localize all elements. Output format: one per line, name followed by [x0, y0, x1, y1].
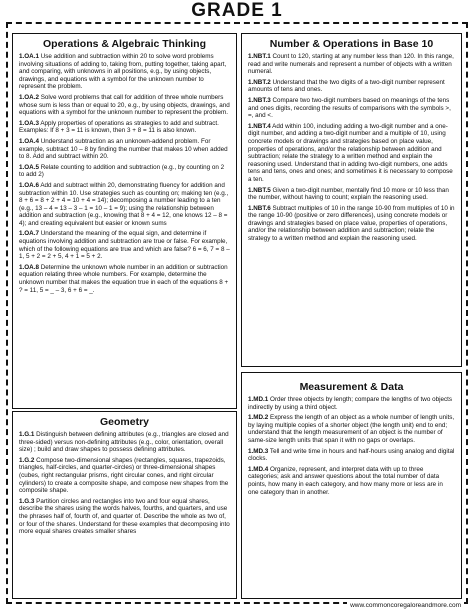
standard-item [248, 396, 455, 411]
standard-text: Apply properties of operations as strategies to add and subtract. Examples: If 8 + 3 = 11 is known, then 3 + 8 = 11 is also known. [19, 119, 219, 135]
standard-text: Understand that the two digits of a two-digit number represent amounts of tens and ones. [248, 78, 445, 94]
nbt-list [242, 53, 461, 243]
md-section [241, 372, 462, 599]
standard-item [248, 187, 455, 202]
standard-item [19, 120, 230, 135]
standard-text: Add and subtract within 20, demonstrating fluency for addition and subtraction within 10. Use strategies such as counting on; making ten (e.g., 8 + 6 = 8 + 2 + 4 = 10 + 4 = 14); decomposing a number leading to a ten (e.g., 13 – 4 = 13 – 3 – 1 = 10 – 1 = 9); using the relationship between addition and subtraction (e.g., knowing that 8 + 4 = 12, one knows 12 – 8 = 4); and creating equivalent but easier or known sums [19, 181, 229, 227]
standard-code: 1.OA.7 [19, 230, 39, 238]
standard-text: Use addition and subtraction within 20 to solve word problems involving situations of adding to, taking from, putting together, taking apart, and comparing, with unknowns in all positions, e.g., by using objects, drawings, and equations with a symbol for the unknown number to represent the problem. [19, 53, 227, 91]
standard-item [248, 205, 455, 243]
standard-item [19, 138, 230, 161]
page-title [0, 0, 474, 22]
standard-code: 1.OA.5 [19, 163, 39, 171]
standard-item [19, 182, 230, 228]
nbt-section [241, 33, 462, 367]
standard-text: Tell and write time in hours and half-hours using analog and digital clocks. [248, 447, 455, 463]
standard-code: 1.G.3 [19, 497, 35, 505]
standard-item [19, 53, 230, 91]
standard-item [19, 230, 230, 260]
standard-code: 1.MD.1 [248, 396, 269, 403]
standard-item [19, 431, 230, 454]
standard-text: Compose two-dimensional shapes (rectangles, squares, trapezoids, triangles, half-circles, and quarter-circles) or three-dimensional shapes (cubes, right rectangular prisms, right circular cones, and right circular cylinders) to create a composite shape, and compose new shapes from the composite shape. [19, 456, 229, 495]
standard-text: Add within 100, including adding a two-digit number and a one-digit number, and adding a two-digit number and a multiple of 10, using concrete models or drawings and strategies based on place value, properties of operations, and/or the relationship between addition and subtraction; relate the strategy to a written method and explain the reasoning used. Understand that in adding two-digit numbers, one adds tens and tens, ones and ones; and sometimes it is necessary to compose a ten. [248, 122, 453, 183]
standard-item [248, 414, 455, 444]
geometry-list [13, 431, 236, 536]
standard-code: 1.MD.2 [248, 414, 269, 422]
footer-url: www.commoncoregaloreandmore.com [347, 602, 464, 609]
standard-text: Partition circles and rectangles into two and four equal shares, describe the shares using the words halves, fourths, and quarters, and use the phrases half of, fourth of, and quarter of. Describe the whole as two of, or four of the shares. Understand for these examples that decomposing into more equal shares creates smaller shares [19, 497, 230, 536]
standard-text: Solve word problems that call for addition of three whole numbers whose sum is less than or equal to 20, e.g., by using objects, drawings, and equations with a symbol for the unknown number to represent the problem. [19, 93, 230, 117]
standard-text: Count to 120, starting at any number less than 120. In this range, read and write numerals and represent a number of objects with a written numeral. [248, 53, 454, 76]
standard-item [248, 123, 455, 184]
md-list [242, 396, 461, 496]
standard-text: Relate counting to addition and subtraction (e.g., by counting on 2 to add 2) [19, 163, 225, 179]
standard-item [248, 448, 455, 463]
standard-text: Understand the meaning of the equal sign, and determine if equations involving addition and subtraction are true or false. For example, which of the following equations are true and which are false? 6 = 6, 7 = 8 – 1, 5 + 2 = 2 + 5, 4 + 1 = 5 + 2. [19, 230, 230, 261]
geometry-heading: Geometry [99, 416, 150, 428]
standard-item [19, 498, 230, 536]
standard-text: Distinguish between defining attributes (e.g., triangles are closed and three-sided) versus non-defining attributes (e.g., color, orientation, overall size) ; build and draw shapes to possess defining attributes. [19, 431, 229, 454]
standard-text: Understand subtraction as an unknown-addend problem. For example, subtract 10 – 8 by finding the number that makes 10 when added to 8. Add and subtract within 20. [19, 137, 228, 161]
standard-code: 1.G.1 [19, 431, 35, 438]
standard-code: 1.OA.1 [19, 53, 39, 60]
standard-code: 1.OA.3 [19, 119, 39, 127]
oa-section [12, 33, 237, 409]
standard-item [248, 79, 455, 94]
standard-text: Determine the unknown whole number in an addition or subtraction equation relating three whole numbers. For example, determine the unknown number that makes the equation true in each of the equations 8 + ? = 11, 5 = _ – 3, 6 + 6 = _. [19, 263, 229, 294]
standard-item [248, 466, 455, 496]
standard-item [19, 264, 230, 294]
standard-code: 1.NBT.3 [248, 96, 271, 104]
standard-text: Subtract multiples of 10 in the range 10-90 from multiples of 10 in the range 10-90 (positive or zero differences), using concrete models or drawings and strategies based on place value, properties of operations, and/or the relationship between addition and subtraction; relate the strategy to a written method and explain the reasoning used. [248, 204, 455, 243]
standard-item [248, 97, 455, 120]
standard-item [19, 164, 230, 179]
standard-text: Given a two-digit number, mentally find 10 more or 10 less than the number, without having to count; explain the reasoning used. [248, 186, 449, 202]
standard-code: 1.OA.4 [19, 137, 39, 145]
md-heading: Measurement & Data [299, 381, 404, 393]
standard-code: 1.G.2 [19, 456, 35, 464]
standard-code: 1.OA.6 [19, 181, 39, 189]
grade-label: GRADE 1 [181, 0, 292, 21]
standard-text: Express the length of an object as a whole number of length units, by laying multiple copies of a shorter object (the length unit) end to end; understand that the length measurement of an object is the number of same-size length units that span it with no gaps or overlaps. [248, 414, 455, 444]
standard-item [19, 457, 230, 495]
standard-code: 1.MD.4 [248, 465, 269, 473]
standard-code: 1.NBT.4 [248, 122, 271, 130]
standard-code: 1.OA.2 [19, 93, 39, 101]
standard-code: 1.NBT.6 [248, 204, 271, 212]
standard-code: 1.NBT.2 [248, 78, 271, 86]
standard-code: 1.OA.8 [19, 263, 39, 271]
standard-text: Compare two two-digit numbers based on meanings of the tens and ones digits, recording the results of comparisons with the symbols >, =, and <. [248, 96, 451, 120]
geometry-section [12, 411, 237, 599]
oa-list [13, 53, 236, 294]
standard-code: 1.NBT.5 [248, 186, 271, 194]
standard-code: 1.MD.3 [248, 447, 269, 455]
standard-item [248, 53, 455, 76]
nbt-heading: Number & Operations in Base 10 [269, 38, 434, 50]
standard-text: Order three objects by length; compare the lengths of two objects indirectly by using a third object. [248, 396, 453, 411]
standard-item [19, 94, 230, 117]
standard-text: Organize, represent, and interpret data with up to three categories; ask and answer questions about the total number of data points, how many in each category, and how many more or less are in one category than in another. [248, 465, 443, 496]
oa-heading: Operations & Algebraic Thinking [43, 38, 206, 50]
standard-code: 1.NBT.1 [248, 53, 271, 60]
